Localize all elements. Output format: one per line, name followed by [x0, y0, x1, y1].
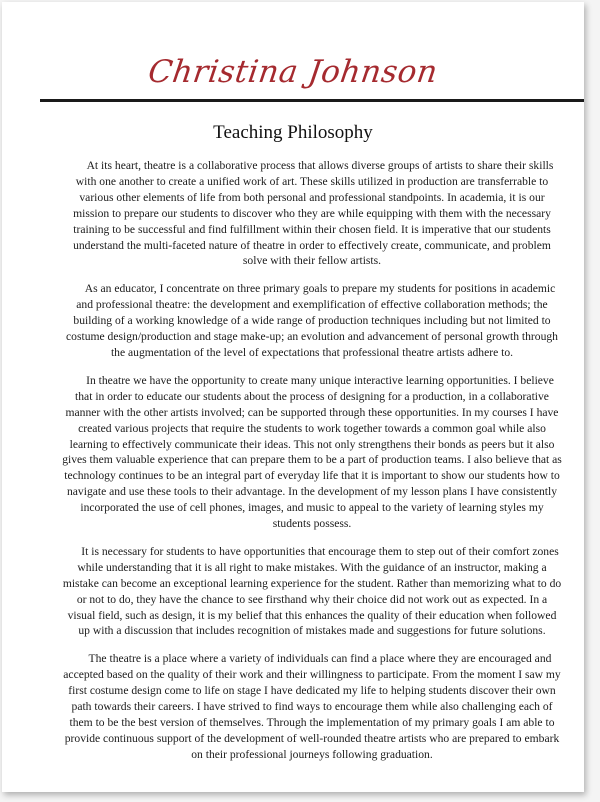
header-divider: [40, 99, 584, 102]
paragraph: [62, 373, 562, 532]
paragraph: [62, 651, 562, 762]
paragraph-text: At its heart, theatre is a collaborative process that allows diverse groups of artists to share their skills with one another to create a unified work of art. These skills utilized in production are transferrable to various other elements of life from both personal and professional standpoints. In academia, it is our mission to prepare our students to discover who they are while equipping with them with the necessary training to be successful and find fulfillment within their chosen field. It is imperative that our students understand the multi-faceted nature of theatre in order to effectively create, communicate, and problem solve with their fellow artists.: [73, 159, 554, 268]
page-title: Teaching Philosophy: [213, 122, 373, 143]
paragraph-text: As an educator, I concentrate on three primary goals to prepare my students for positions in academic and professional theatre: the development and exemplification of effective collaboration methods; the building of a working knowledge of a wide range of production techniques including but not limited to costume design/production and stage make-up; an evolution and advancement of personal growth through the augmentation of the level of expectations that professional theatre artists adhere to.: [66, 282, 558, 359]
paragraph-text: It is necessary for students to have opportunities that encourage them to step out of their comfort zones while understanding that it is all right to make mistakes. With the guidance of an instructor, making a mistake can become an exceptional learning experience for the student. Rather than memorizing what to do or not to do, they have the chance to see firsthand why their choice did not work out as expected. In a visual field, such as design, it is my belief that this enhances the quality of their education when followed up with a discussion that includes recognition of mistakes made and suggestions for future solutions.: [62, 544, 562, 638]
paragraph: [62, 544, 562, 639]
document-body: [62, 158, 562, 775]
document-page: [2, 2, 584, 792]
paragraph-text: The theatre is a place where a variety of individuals can find a place where they are encouraged and accepted based on the quality of their work and their willingness to participate. From the moment I saw my first costume design come to life on stage I have dedicated my life to helping students discover their own path towards their careers. I have strived to find ways to encourage them while also challenging each of them to be the best version of themselves. Through the implementation of my primary goals I am able to provide continuous support of the development of well-rounded theatre artists who are prepared to embark on their professional journeys following graduation.: [63, 652, 561, 761]
paragraph-text: In theatre we have the opportunity to create many unique interactive learning opportunities. I believe that in order to educate our students about the process of designing for a production, in a collaborative manner with the other artists involved; can be supported through these opportunities. In my courses I have created various projects that require the students to work together towards a common goal while also learning to effectively communicate their ideas. This not only strengthens their bonds as peers but it also gives them valuable experience that can prepare them to be a part of production teams. I also believe that as technology continues to be an integral part of everyday life that it is important to show our students how to navigate and use these tools to their advantage. In the development of my lesson plans I have consistently incorporated the use of cell phones, images, and music to appeal to the variety of learning styles my students possess.: [62, 373, 562, 531]
author-name: Christina Johnson: [145, 54, 441, 90]
paragraph: [62, 281, 562, 361]
paragraph: [62, 158, 562, 269]
